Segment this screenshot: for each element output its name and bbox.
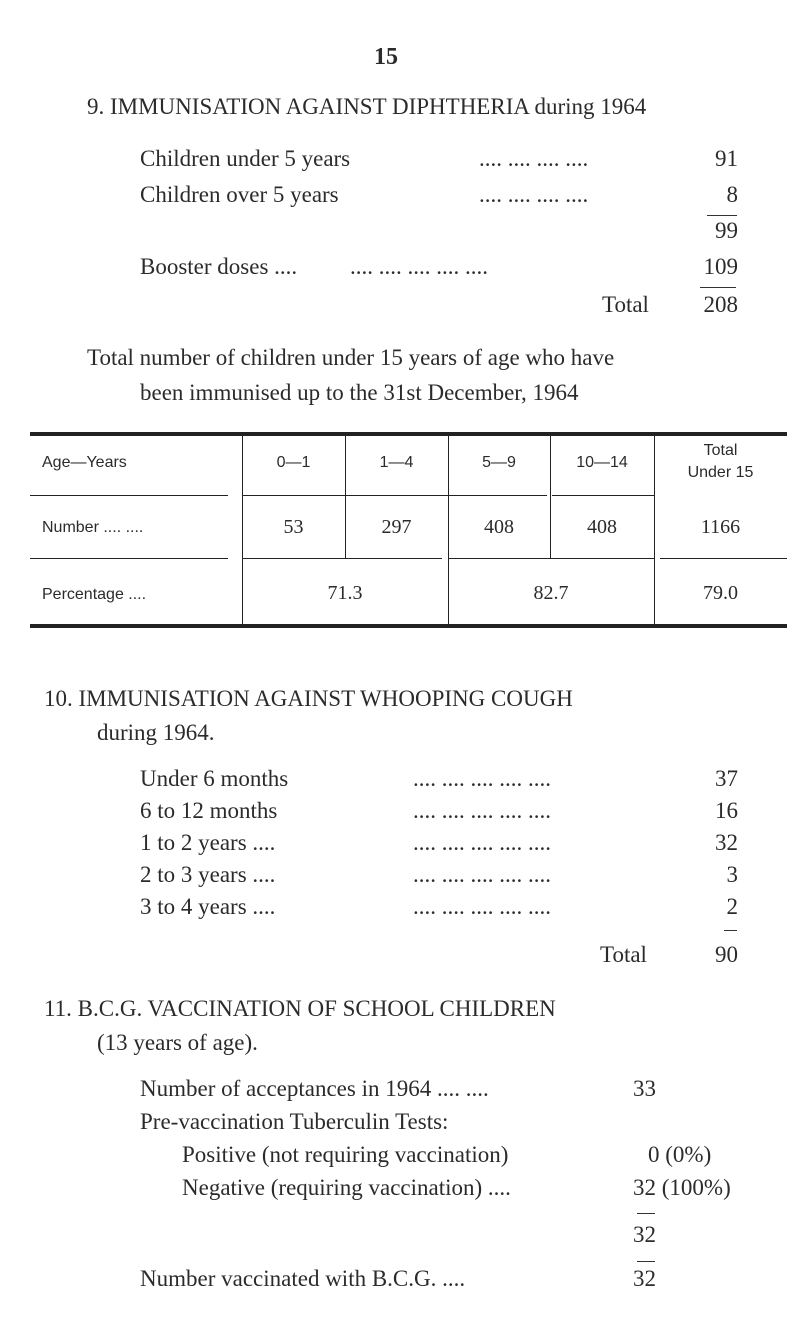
immunisation-table — [30, 432, 787, 627]
table-cell: 79.0 — [703, 582, 738, 604]
paragraph-line: been immunised up to the 31st December, 1964 — [140, 380, 579, 405]
section-9-heading: 9. IMMUNISATION AGAINST DIPHTHERIA during 1964 — [87, 94, 647, 119]
section-11-heading-line2: (13 years of age). — [97, 1030, 258, 1055]
table-rule — [660, 558, 787, 559]
table-cell: 408 — [484, 516, 514, 538]
row-label: 3 to 4 years .... — [140, 894, 276, 919]
row-label: Children under 5 years — [140, 146, 351, 171]
row-value: 2 — [726, 894, 738, 919]
table-rule — [242, 558, 442, 559]
col-header-total-sub: Under 15 — [687, 464, 754, 481]
row-value: 32 — [715, 830, 738, 855]
row-dots: .... .... .... .... .... — [413, 798, 551, 823]
table-rule — [242, 495, 547, 496]
row-label: Children over 5 years — [140, 182, 339, 207]
total-value: 90 — [715, 942, 738, 967]
subtotal-value: 99 — [715, 218, 738, 243]
booster-dots: .... .... .... .... .... — [350, 254, 488, 279]
row-label: 2 to 3 years .... — [140, 862, 276, 887]
col-header-total: Total — [703, 442, 738, 459]
section-10-heading-line2: during 1964. — [97, 720, 215, 745]
acceptances-value: 33 — [633, 1076, 656, 1101]
table-rule — [550, 432, 551, 558]
row-value: 3 — [726, 862, 738, 887]
sum-rule — [700, 287, 736, 288]
col-header: 0—1 — [276, 454, 311, 471]
table-bottom-rule — [30, 624, 787, 628]
sum-rule — [724, 930, 737, 931]
row-value: 16 — [715, 798, 738, 823]
table-top-rule — [30, 432, 787, 436]
row-dots: .... .... .... .... .... — [413, 894, 551, 919]
table-cell: 82.7 — [533, 582, 569, 604]
booster-label: Booster doses .... — [140, 254, 298, 279]
row-dots: .... .... .... .... — [479, 182, 589, 207]
row-value: 8 — [726, 182, 738, 207]
booster-value: 109 — [703, 254, 738, 279]
col-header: 1—4 — [379, 454, 414, 471]
sum-rule — [707, 215, 737, 216]
subtotal-value: 32 — [633, 1222, 656, 1247]
section-10-heading: 10. IMMUNISATION AGAINST WHOOPING COUGH — [44, 686, 573, 711]
row-value: 37 — [715, 766, 738, 791]
row-label: 6 to 12 months — [140, 798, 278, 823]
section-11-heading: 11. B.C.G. VACCINATION OF SCHOOL CHILDREN — [44, 996, 556, 1021]
table-rule — [552, 495, 654, 496]
col-header-age: Age—Years — [42, 454, 127, 471]
col-header: 10—14 — [576, 454, 628, 471]
row-label: Under 6 months — [140, 766, 289, 791]
row-label-number: Number .... .... — [42, 519, 144, 536]
row-dots: .... .... .... .... .... — [413, 766, 551, 791]
total-label: Total — [600, 942, 647, 967]
negative-value: 32 (100%) — [633, 1175, 731, 1200]
row-value: 91 — [715, 146, 738, 171]
table-cell: 297 — [381, 516, 412, 538]
row-dots: .... .... .... .... — [479, 146, 589, 171]
vaccinated-value: 32 — [633, 1266, 656, 1291]
table-rule — [30, 558, 228, 559]
row-dots: .... .... .... .... .... — [413, 830, 551, 855]
positive-value: 0 (0%) — [648, 1142, 712, 1167]
page-number: 15 — [374, 44, 398, 70]
total-label: Total — [602, 292, 649, 317]
table-cell: 1166 — [700, 516, 741, 538]
acceptances-label: Number of acceptances in 1964 .... .... — [140, 1076, 489, 1101]
sum-rule — [637, 1213, 655, 1214]
total-value: 208 — [703, 292, 738, 317]
paragraph-line: Total number of children under 15 years of age who have — [87, 345, 615, 370]
tests-label: Pre-vaccination Tuberculin Tests: — [140, 1109, 449, 1134]
vaccinated-label: Number vaccinated with B.C.G. .... — [140, 1266, 466, 1291]
table-rule — [345, 432, 346, 558]
positive-label: Positive (not requiring vaccination) — [182, 1142, 509, 1167]
table-rule — [448, 558, 654, 559]
table-cell: 408 — [587, 516, 617, 538]
col-header: 5—9 — [482, 454, 516, 471]
table-cell: 53 — [283, 516, 304, 538]
table-cell: 71.3 — [327, 582, 363, 604]
row-dots: .... .... .... .... .... — [413, 862, 551, 887]
table-rule — [30, 495, 228, 496]
row-label: 1 to 2 years .... — [140, 830, 276, 855]
negative-label: Negative (requiring vaccination) .... — [182, 1175, 511, 1200]
row-label-percentage: Percentage .... — [42, 586, 147, 603]
sum-rule — [637, 1261, 655, 1262]
